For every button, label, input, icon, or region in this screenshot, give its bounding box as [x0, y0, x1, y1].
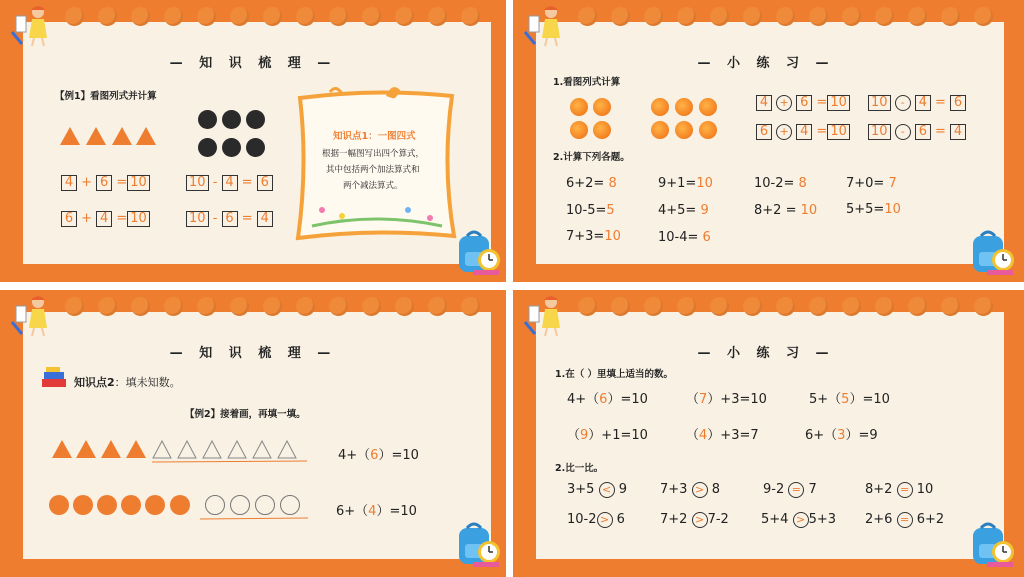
- calc-item: 10-2= 8: [754, 176, 807, 191]
- question-2-label: 2.计算下列各题。: [553, 152, 630, 163]
- page-title: — 知 识 梳 理 —: [169, 56, 337, 71]
- fill-item: 6+（3）=9: [805, 428, 878, 443]
- equation-4: 10 - 6 = 4: [186, 211, 273, 227]
- fill-item: （4）+3=7: [686, 428, 759, 443]
- page-title: — 小 练 习 —: [697, 346, 835, 361]
- binder-dots: [40, 297, 480, 317]
- calc-item: 10-5=5: [566, 203, 615, 218]
- equation-1: 4 + 6 = 10: [61, 175, 150, 191]
- slide-practice-2[interactable]: [513, 290, 1024, 577]
- slide-practice-1[interactable]: [513, 0, 1024, 282]
- note-title: 知识点1：一图四式: [333, 131, 416, 142]
- binder-dots: [553, 297, 993, 317]
- knowledge-point-2: 知识点2：填未知数。: [74, 376, 181, 389]
- compare-item: 3+5 < 9: [567, 482, 627, 497]
- note-line-1: 根据一幅图写出四个算式，: [322, 149, 425, 159]
- girl-illustration-icon: [10, 2, 56, 48]
- outline-triangles: [152, 438, 312, 464]
- fill-item: （7）+3=10: [686, 392, 767, 407]
- compare-item: 9-2 = 7: [763, 482, 817, 497]
- fill-equation-1: 4+（6）=10: [338, 448, 419, 463]
- binder-dots: [553, 7, 993, 27]
- girl-illustration-icon: [10, 292, 56, 338]
- practice-equation-1: 4 + 6 = 10: [756, 95, 850, 111]
- girl-illustration-icon: [523, 2, 569, 48]
- practice-equation-4: 10 - 6 = 4: [868, 124, 966, 140]
- example-label: 【例1】看图列式并计算: [55, 91, 157, 102]
- binder-dots: [40, 7, 480, 27]
- compare-item: 10-2 > 6: [567, 512, 625, 527]
- fill-item: 5+（5）=10: [809, 392, 890, 407]
- page-title: — 知 识 梳 理 —: [169, 346, 337, 361]
- note-line-3: 两个减法算式。: [343, 181, 403, 191]
- fill-equation-2: 6+（4）=10: [336, 504, 417, 519]
- books-icon: [42, 367, 68, 389]
- compare-item: 5+4 > 5+3: [761, 512, 837, 527]
- slide-knowledge-2[interactable]: [0, 290, 506, 577]
- calc-item: 10-4= 6: [658, 230, 711, 245]
- school-bag-clock-icon: [455, 520, 503, 568]
- note-line-2: 其中包括两个加法算式和: [326, 165, 420, 175]
- calc-item: 4+5= 9: [658, 203, 709, 218]
- compare-item: 7+3 > 8: [660, 482, 720, 497]
- calc-item: 6+2= 8: [566, 176, 617, 191]
- calc-item: 9+1=10: [658, 176, 713, 191]
- page-title: — 小 练 习 —: [697, 56, 835, 71]
- practice-equation-3: 6 + 4 = 10: [756, 124, 850, 140]
- slide-knowledge-1[interactable]: [0, 0, 506, 282]
- school-bag-clock-icon: [969, 228, 1017, 276]
- compare-item: 7+2 > 7-2: [660, 512, 729, 527]
- compare-item: 2+6 = 6+2: [865, 512, 945, 527]
- question-2-label: 2.比一比。: [555, 463, 604, 474]
- calc-item: 7+0= 7: [846, 176, 897, 191]
- compare-item: 8+2 = 10: [865, 482, 934, 497]
- calc-item: 8+2 = 10: [754, 203, 818, 218]
- question-1-label: 1.在（ ）里填上适当的数。: [555, 369, 674, 380]
- school-bag-clock-icon: [455, 228, 503, 276]
- practice-equation-2: 10 - 4 = 6: [868, 95, 966, 111]
- equation-3: 6 + 4 = 10: [61, 211, 150, 227]
- equation-2: 10 - 4 = 6: [186, 175, 273, 191]
- fill-item: 4+（6）=10: [567, 392, 648, 407]
- question-1-label: 1.看图列式计算: [553, 77, 621, 88]
- girl-illustration-icon: [523, 292, 569, 338]
- calc-item: 7+3=10: [566, 229, 621, 244]
- fill-item: （9）+1=10: [567, 428, 648, 443]
- underline-stroke: [200, 516, 310, 522]
- calc-item: 5+5=10: [846, 202, 901, 217]
- example-label: 【例2】接着画，再填一填。: [185, 409, 306, 420]
- school-bag-clock-icon: [969, 520, 1017, 568]
